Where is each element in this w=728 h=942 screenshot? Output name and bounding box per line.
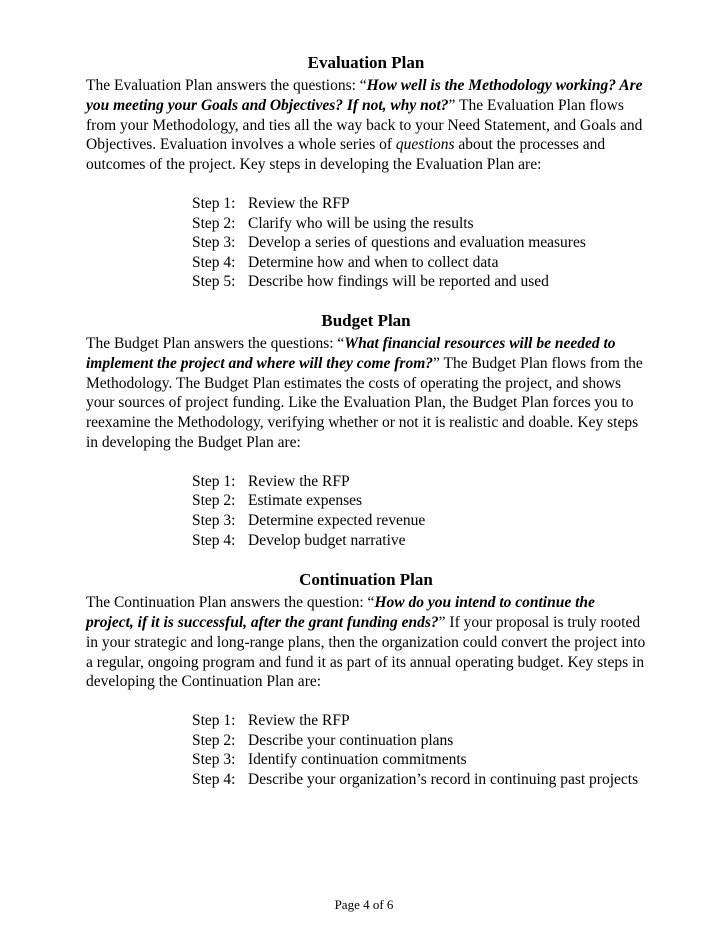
evaluation-plan-intro: [86, 76, 646, 175]
step-label: Step 2:: [192, 731, 236, 749]
step-label: Step 3:: [192, 511, 236, 529]
continuation-step: [86, 711, 646, 731]
step-label: Step 4:: [192, 770, 236, 788]
step-text: Clarify who will be using the results: [248, 214, 474, 232]
evaluation-step: [86, 272, 646, 292]
step-text: Determine expected revenue: [248, 511, 426, 529]
evaluation-steps-list: [86, 194, 646, 292]
continuation-question: How do you intend to continue the project, if it is successful, after the grant funding ends?: [86, 594, 595, 631]
step-text: Describe how findings will be reported and used: [248, 273, 549, 291]
section-spacer: [86, 550, 646, 569]
step-text: Determine how and when to collect data: [248, 253, 499, 271]
budget-steps-list: [86, 472, 646, 550]
continuation-step: [86, 750, 646, 770]
step-text: Review the RFP: [248, 712, 350, 730]
evaluation-step: [86, 253, 646, 273]
page-number: Page 4 of 6: [334, 897, 394, 912]
step-text: Estimate expenses: [248, 492, 363, 510]
step-label: Step 1:: [192, 194, 236, 212]
section-spacer: [86, 292, 646, 310]
budget-plan-intro: [86, 334, 646, 453]
budget-question: What financial resources will be needed to implement the project and where will they come from?: [86, 334, 616, 372]
evaluation-intro-prefix: The Evaluation Plan answers the questions: “: [86, 77, 367, 94]
evaluation-intro-suffix: about the processes and outcomes of the project. Key steps in developing the Evaluation Plan are:: [86, 136, 606, 174]
evaluation-intro-after-question: ” The Evaluation Plan flows from your Methodology, and ties all the way back to your Need Statement, and Goals and Objectives. Evaluation involves a whole series of: [86, 96, 643, 154]
step-label: Step 3:: [192, 751, 236, 769]
evaluation-question: How well is the Methodology working? Are you meeting your Goals and Objectives? If not, why not?: [86, 77, 643, 114]
step-label: Step 2:: [192, 492, 236, 510]
step-text: Review the RFP: [248, 194, 350, 212]
evaluation-step: [86, 214, 646, 234]
step-label: Step 4:: [192, 531, 236, 549]
step-text: Describe your continuation plans: [248, 731, 454, 749]
step-text: Identify continuation commitments: [248, 751, 467, 769]
step-text: Develop a series of questions and evaluation measures: [248, 234, 586, 252]
evaluation-step: [86, 233, 646, 253]
step-label: Step 1:: [192, 472, 236, 490]
step-text: Review the RFP: [248, 472, 350, 490]
continuation-plan-intro: [86, 593, 646, 692]
document-page: [86, 52, 646, 789]
continuation-plan-title: Continuation Plan: [299, 570, 433, 590]
budget-step: [86, 472, 646, 492]
continuation-intro-prefix: The Continuation Plan answers the question: “: [86, 594, 375, 612]
continuation-step: [86, 770, 646, 790]
budget-plan-title: Budget Plan: [321, 310, 411, 330]
budget-step: [86, 491, 646, 511]
continuation-intro-suffix: ” If your proposal is truly rooted in your strategic and long-range plans, then the organization could convert the project into a regular, ongoing program and fund it as part of its annual operating budget. Key steps in developing the Continuation Plan are:: [86, 613, 646, 691]
budget-step: [86, 511, 646, 531]
budget-intro-suffix: ” The Budget Plan flows from the Methodology. The Budget Plan estimates the costs of operating the project, and shows your sources of project funding. Like the Evaluation Plan, the Budget Plan forces you to reexamine the Methodology, verifying whether or not it is realistic and doable. Key steps in developing the Budget Plan are:: [86, 354, 643, 451]
continuation-step: [86, 731, 646, 751]
evaluation-plan-section: [86, 52, 646, 292]
step-label: Step 3:: [192, 234, 236, 252]
step-label: Step 4:: [192, 253, 236, 271]
step-text: Develop budget narrative: [248, 531, 406, 549]
step-label: Step 2:: [192, 214, 236, 232]
evaluation-emphasis-word: questions: [395, 136, 455, 154]
continuation-plan-section: [86, 569, 646, 789]
budget-intro-prefix: The Budget Plan answers the questions: “: [86, 334, 345, 352]
budget-plan-section: [86, 310, 646, 550]
budget-step: [86, 531, 646, 551]
step-label: Step 1:: [192, 712, 236, 730]
evaluation-step: [86, 194, 646, 214]
continuation-steps-list: [86, 711, 646, 789]
evaluation-plan-title: Evaluation Plan: [307, 53, 425, 72]
step-text: Describe your organization’s record in continuing past projects: [248, 770, 639, 788]
step-label: Step 5:: [192, 273, 236, 291]
